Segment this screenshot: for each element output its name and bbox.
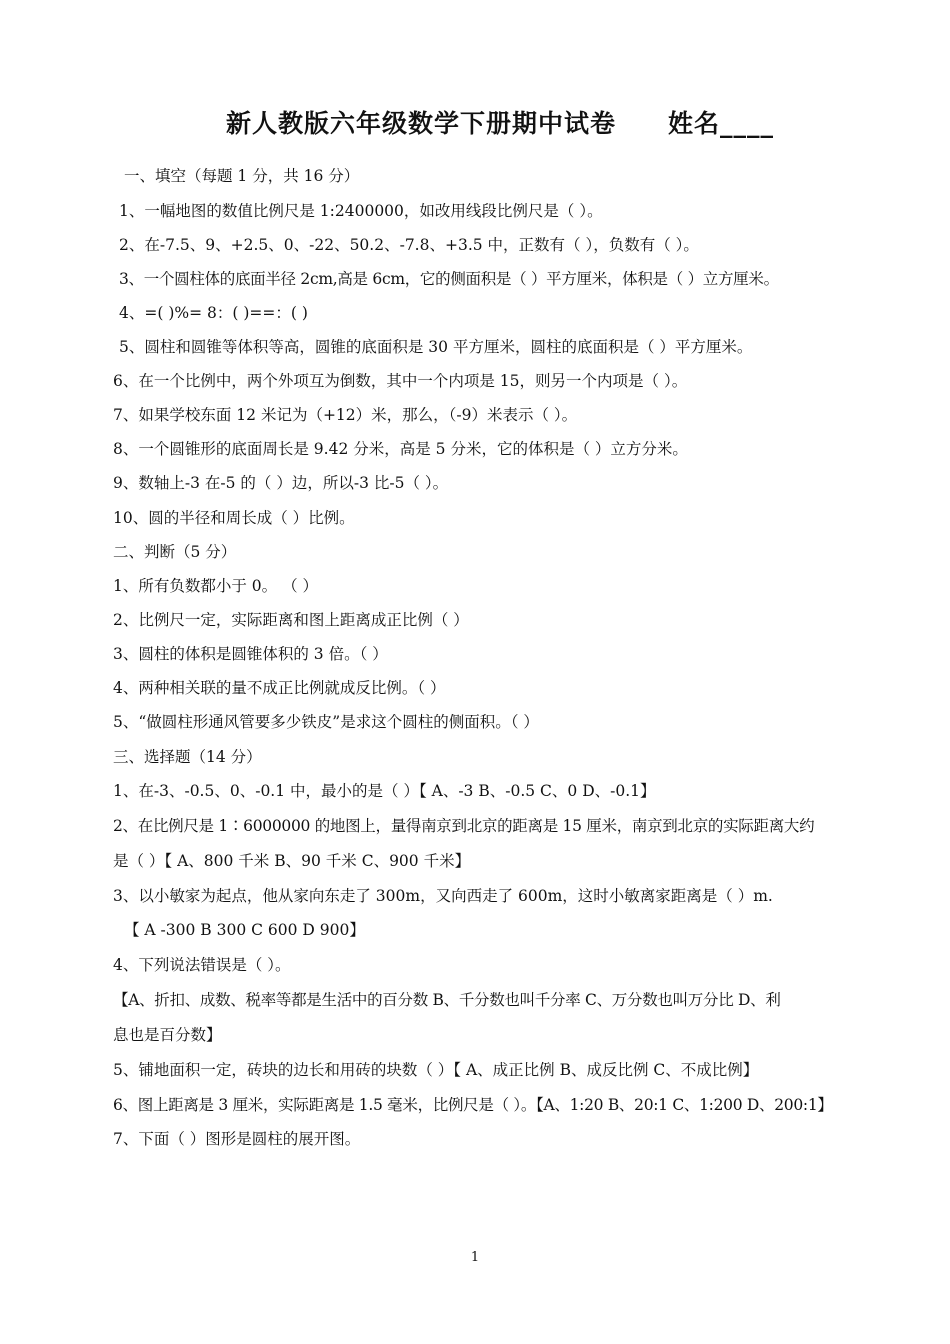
choice-4-options-line-2: 息也是百分数】 bbox=[113, 1026, 222, 1044]
judgement-1: 1、所有负数都小于 0。 （ ） bbox=[113, 577, 319, 595]
question-1-1: 1、一幅地图的数值比例尺是 1:2400000，如改用线段比例尺是（ ）。 bbox=[119, 202, 603, 220]
choice-2-line-1: 2、在比例尺是 1∶6000000 的地图上，量得南京到北京的距离是 15 厘米，南京到北京的实际距离大约 bbox=[113, 817, 815, 835]
judgement-4: 4、两种相关联的量不成正比例就成反比例。（ ） bbox=[113, 679, 446, 697]
student-name-field[interactable]: 姓名____ bbox=[668, 109, 775, 138]
choice-4-options-line-1: 【A、折扣、成数、税率等都是生活中的百分数 B、千分数也叫千分率 C、万分数也叫万分比 D、利 bbox=[113, 991, 781, 1009]
choice-1: 1、在-3、-0.5、0、-0.1 中，最小的是（ ）【 A、-3 B、-0.5 C、0 D、-0.1】 bbox=[113, 782, 656, 800]
page-number: 1 bbox=[470, 1250, 480, 1265]
exam-title: 新人教版六年级数学下册期中试卷 bbox=[225, 109, 616, 138]
section-heading-true-false: 二、判断（5 分） bbox=[113, 543, 237, 561]
choice-3-line-1: 3、以小敏家为起点，他从家向东走了 300m，又向西走了 600m，这时小敏离家距离是（ ）m. bbox=[113, 887, 773, 905]
choice-3-options: 【 A -300 B 300 C 600 D 900】 bbox=[124, 921, 365, 939]
exam-title-line bbox=[0, 104, 950, 140]
choice-4: 4、下列说法错误是（ ）。 bbox=[113, 956, 291, 974]
question-1-7: 7、如果学校东面 12 米记为（+12）米，那么，（-9）米表示（ ）。 bbox=[113, 406, 578, 424]
question-1-8: 8、一个圆锥形的底面周长是 9.42 分米，高是 5 分米，它的体积是（ ）立方分米。 bbox=[113, 440, 688, 458]
judgement-2: 2、比例尺一定，实际距离和图上距离成正比例（ ） bbox=[113, 611, 469, 629]
judgement-3: 3、圆柱的体积是圆锥体积的 3 倍。（ ） bbox=[113, 645, 388, 663]
choice-6: 6、图上距离是 3 厘米，实际距离是 1.5 毫米，比例尺是（ ）。【A、1:20 B、20:1 C、1:200 D、200:1】 bbox=[113, 1096, 833, 1114]
question-1-10: 10、圆的半径和周长成（ ）比例。 bbox=[113, 509, 355, 527]
judgement-5: 5、“做圆柱形通风管要多少铁皮”是求这个圆柱的侧面积。（ ） bbox=[113, 713, 539, 731]
question-1-2: 2、在-7.5、9、+2.5、0、-22、50.2、-7.8、+3.5 中，正数有（ ），负数有（ ）。 bbox=[119, 236, 699, 254]
section-heading-multiple-choice: 三、选择题（14 分） bbox=[113, 748, 262, 766]
question-1-5: 5、圆柱和圆锥等体积等高，圆锥的底面积是 30 平方厘米，圆柱的底面积是（ ）平方厘米。 bbox=[119, 338, 753, 356]
question-1-4: 4、=( )%= 8：( )==：( ) bbox=[119, 304, 308, 322]
question-1-6: 6、在一个比例中，两个外项互为倒数，其中一个内项是 15，则另一个内项是（ ）。 bbox=[113, 372, 688, 390]
choice-2-line-2: 是（ ）【 A、800 千米 B、90 千米 C、900 千米】 bbox=[113, 852, 471, 870]
choice-5: 5、铺地面积一定，砖块的边长和用砖的块数（ ）【 A、成正比例 B、成反比例 C、不成比例】 bbox=[113, 1061, 759, 1079]
question-1-3: 3、一个圆柱体的底面半径 2cm,高是 6cm，它的侧面积是（ ）平方厘米，体积是（ ）立方厘米。 bbox=[119, 270, 779, 288]
choice-7: 7、下面（ ）图形是圆柱的展开图。 bbox=[113, 1130, 361, 1148]
section-heading-fill-in: 一、填空（每题 1 分，共 16 分） bbox=[124, 167, 360, 185]
question-1-9: 9、数轴上-3 在-5 的（ ）边，所以-3 比-5（ ）。 bbox=[113, 474, 449, 492]
